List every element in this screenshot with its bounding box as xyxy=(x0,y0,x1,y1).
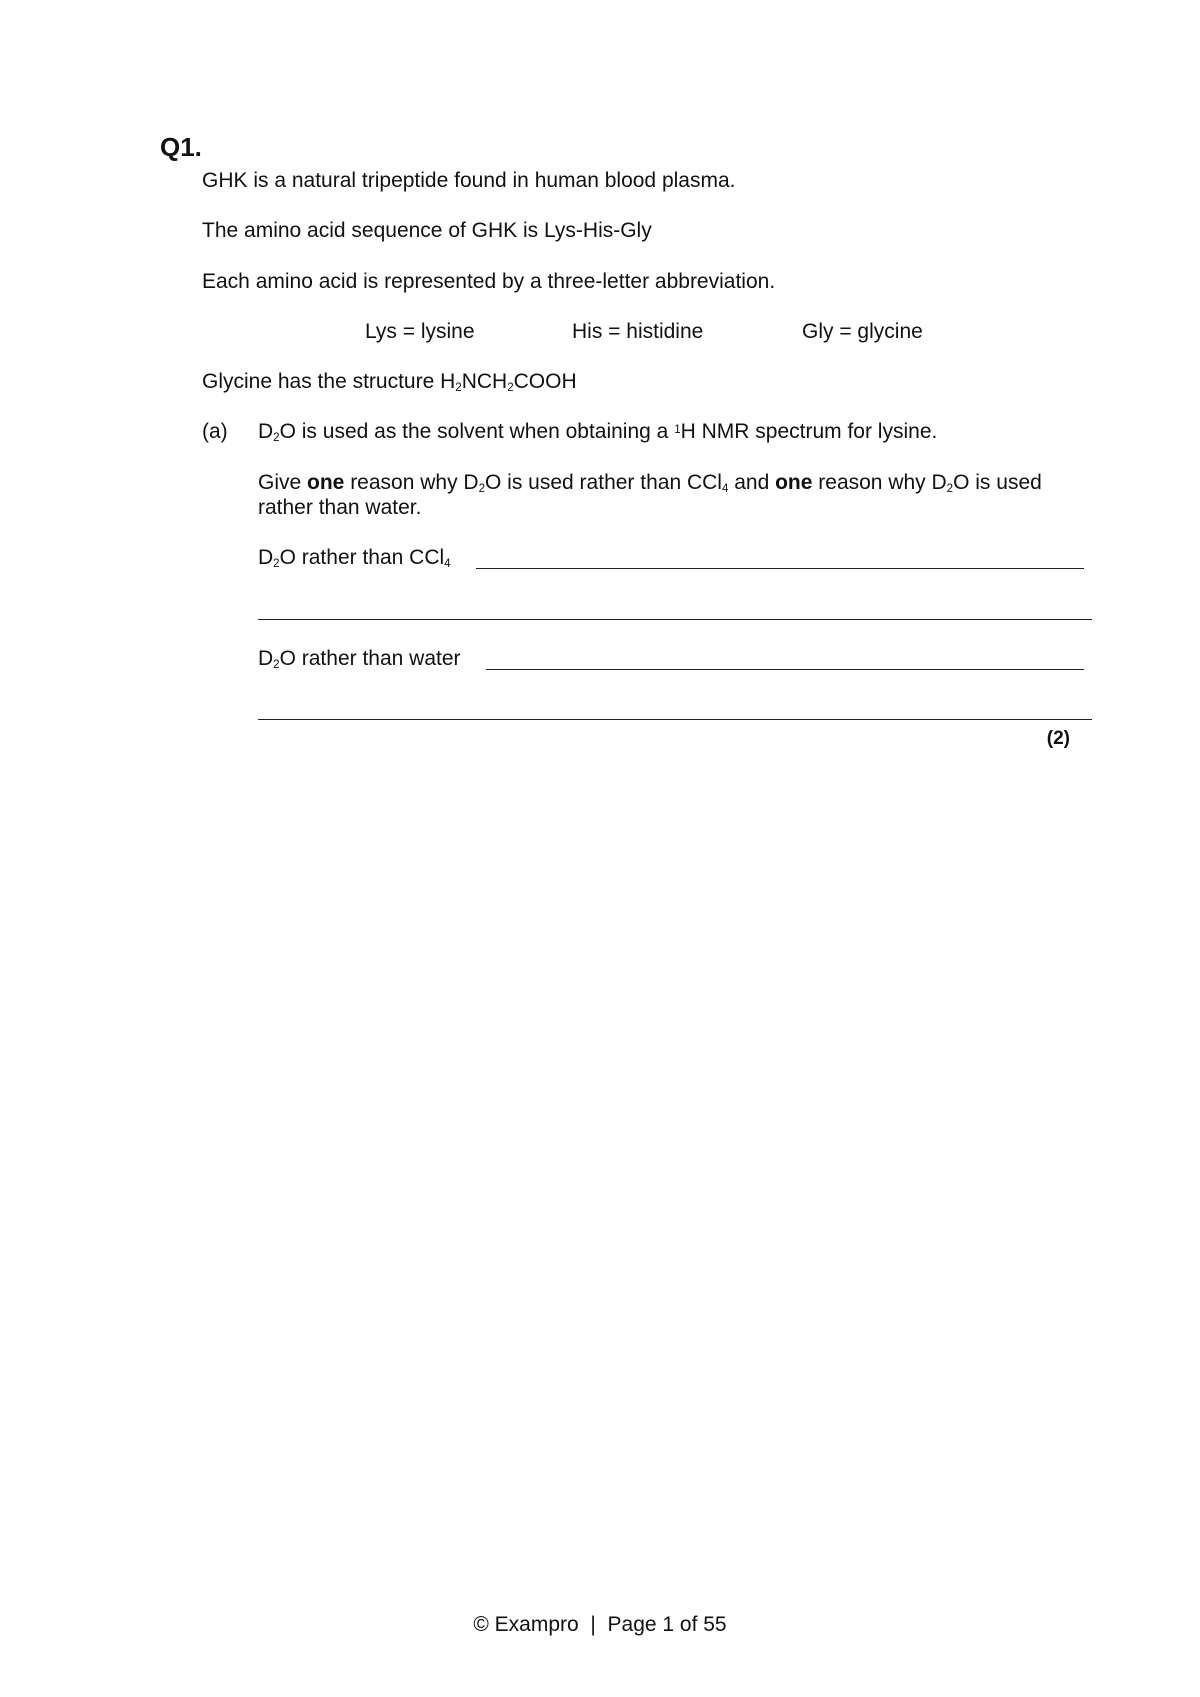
amino-acid-gly: Gly = glycine xyxy=(802,320,923,343)
answer-line-ccl4-2[interactable] xyxy=(258,619,1092,620)
answer-label-water: $D_2O$ rather than water xyxy=(258,647,461,671)
answer-line-ccl4-1[interactable] xyxy=(476,568,1084,569)
answer-label-ccl4: $D_2O$ rather than CCl$_4$ xyxy=(258,546,451,570)
intro-text: GHK is a natural tripeptide found in human blood plasma. xyxy=(202,169,736,192)
part-a-instruction: Give one reason why $D_2O$ is used rather than CCl$_4$ and one reason why $D_2O$ is used xyxy=(258,471,1042,495)
footer-separator: | xyxy=(590,1613,596,1636)
part-a-instruction-line2: rather than water. xyxy=(258,496,422,519)
amino-acid-his: His = histidine xyxy=(572,320,704,343)
marks-label: (2) xyxy=(1046,728,1070,749)
footer-page-number: Page 1 of 55 xyxy=(607,1613,727,1636)
page-footer xyxy=(0,1612,1200,1638)
glycine-structure: Glycine has the structure $H_2NCH_2COOH$ xyxy=(202,370,577,394)
part-a-label: (a) xyxy=(202,420,228,443)
part-a-statement: $D_2O$ is used as the solvent when obtaining a $^1$H NMR spectrum for lysine. xyxy=(258,420,938,444)
footer-copyright: © Exampro xyxy=(473,1613,579,1636)
abbreviation-note: Each amino acid is represented by a three-letter abbreviation. xyxy=(202,270,776,293)
answer-line-water-2[interactable] xyxy=(258,719,1092,720)
question-number: Q1. xyxy=(160,132,202,162)
sequence-text: The amino acid sequence of GHK is Lys-His-Gly xyxy=(202,219,652,242)
answer-line-water-1[interactable] xyxy=(486,669,1084,670)
amino-acid-lys: Lys = lysine xyxy=(365,320,475,343)
